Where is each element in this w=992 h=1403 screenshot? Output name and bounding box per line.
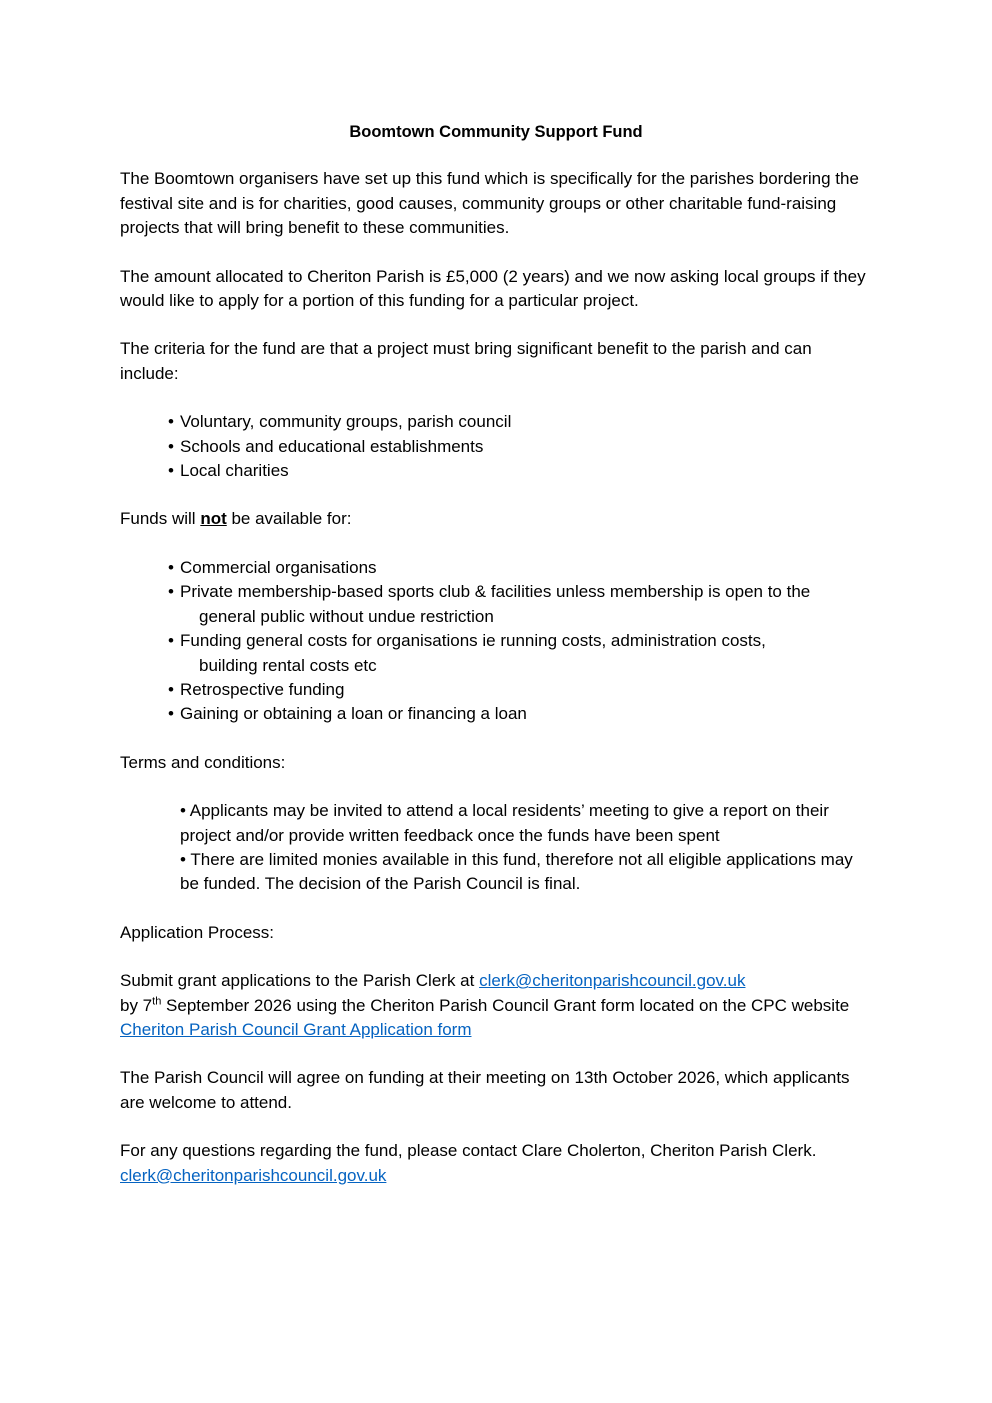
document-body — [120, 120, 872, 1212]
bullet-icon: • — [168, 412, 174, 432]
not-emphasis: not — [200, 509, 227, 529]
list-item: • There are limited monies available in this fund, therefore not all eligible applications may be funded. The decision of the Parish Council is final. — [180, 849, 853, 894]
document-title: Boomtown Community Support Fund — [349, 123, 643, 141]
meeting-paragraph: The Parish Council will agree on funding at their meeting on 13th October 2026, which applicants are welcome to attend. — [120, 1068, 850, 1112]
list-item: • Schools and educational establishments — [120, 435, 872, 459]
list-item: • Applicants may be invited to attend a local residents’ meeting to give a report on their project and/or provide written feedback once the funds have been spent — [180, 801, 829, 845]
list-item: • Local charities — [120, 459, 872, 483]
list-item: • Voluntary, community groups, parish council — [120, 410, 872, 434]
exclusions-intro: Funds will not be available for: — [120, 509, 352, 529]
criteria-paragraph: The criteria for the fund are that a project must bring significant benefit to the parish and can include: — [120, 339, 812, 383]
grant-form-link[interactable]: Cheriton Parish Council Grant Application form — [120, 1019, 472, 1039]
bullet-icon: • — [168, 557, 174, 577]
list-item: • Funding general costs for organisations ie running costs, administration costs, building rental costs etc — [168, 631, 766, 675]
terms-heading: Terms and conditions: — [120, 752, 286, 772]
process-heading: Application Process: — [120, 922, 275, 942]
terms-list — [120, 799, 872, 897]
exclude-list — [120, 556, 872, 727]
list-item: • Gaining or obtaining a loan or financing a loan — [120, 702, 872, 726]
questions-paragraph: For any questions regarding the fund, please contact Clare Cholerton, Cheriton Parish Clerk. clerk@cheritonparishcouncil.gov.uk — [120, 1141, 817, 1185]
bullet-icon: • — [168, 704, 174, 724]
contact-email-link[interactable]: clerk@cheritonparishcouncil.gov.uk — [120, 1165, 387, 1185]
bullet-icon: • — [168, 679, 174, 699]
allocation-paragraph: The amount allocated to Cheriton Parish is £5,000 (2 years) and we now asking local groups if they would like to apply for a portion of this funding for a particular project. — [120, 266, 866, 311]
bullet-icon: • — [168, 461, 174, 481]
list-item: • Retrospective funding — [120, 678, 872, 702]
include-list — [120, 410, 872, 483]
bullet-icon: • — [168, 582, 174, 602]
bullet-icon: • — [168, 631, 174, 651]
submit-paragraph: Submit grant applications to the Parish Clerk at clerk@cheritonparishcouncil.gov.uk by 7th September 2026 using the Cheriton Parish Council Grant form located on the CPC website Cheriton Parish Council Grant Application form — [120, 971, 850, 1039]
intro-paragraph: The Boomtown organisers have set up this fund which is specifically for the parishes bordering the festival site and is for charities, good causes, community groups or other charitable fund-raising projects that will bring benefit to these communities. — [120, 169, 859, 238]
bullet-icon: • — [168, 436, 174, 456]
clerk-email-link[interactable]: clerk@cheritonparishcouncil.gov.uk — [479, 971, 746, 991]
list-item: • Private membership-based sports club & facilities unless membership is open to the general public without undue restriction — [168, 582, 811, 626]
list-item: • Commercial organisations — [120, 556, 872, 580]
